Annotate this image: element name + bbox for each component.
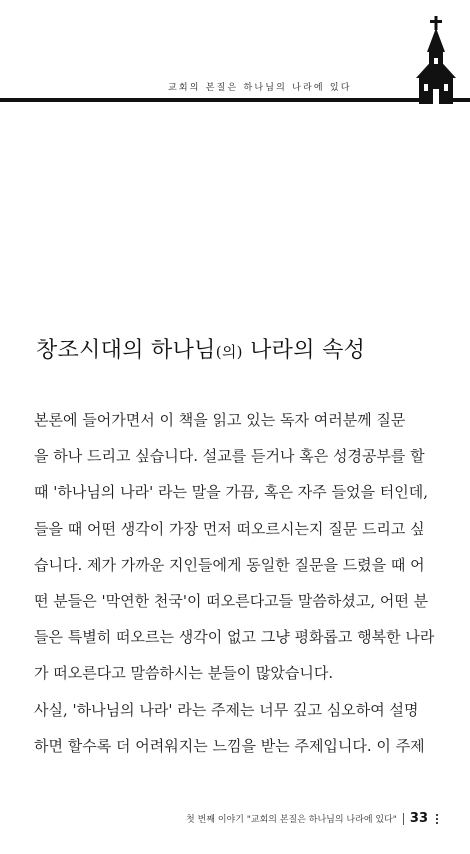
body-line: 본론에 들어가면서 이 책을 읽고 있는 독자 여러분께 질문 [34, 411, 406, 429]
body-line: 하면 할수록 더 어려워지는 느낌을 받는 주제입니다. 이 주제 [34, 736, 425, 755]
body-line: 사실, '하나님의 나라' 라는 주제는 너무 깊고 심오하여 설명 [34, 700, 419, 719]
body-line: 떤 분들은 '막연한 천국'이 떠오른다고들 말씀하셨고, 어떤 분 [34, 591, 429, 610]
body-line: 가 떠오른다고 말씀하시는 분들이 많았습니다. [34, 664, 334, 683]
page-number: 33 [409, 811, 428, 826]
footer-chapter-label: 첫 번째 이야기 "교회의 본질은 하나님의 나라에 있다" [186, 815, 397, 825]
chapter-title-rest: 나라의 속성 [242, 338, 366, 363]
chapter-title-main: 창조시대의 하나님 [36, 338, 216, 363]
body-line: 들은 특별히 떠오르는 생각이 없고 그냥 평화롭고 행복한 나라 [34, 628, 435, 647]
chapter-title-paren: (의) [215, 343, 243, 361]
body-line: 때 '하나님의 나라' 라는 말을 가끔, 혹은 자주 들었을 터인데, [34, 483, 428, 502]
running-header: 교회의 본질은 하나님의 나라에 있다 [168, 83, 352, 93]
body-line: 들을 때 어떤 생각이 가장 먼저 떠오르시는지 질문 드리고 싶 [34, 519, 425, 538]
chapter-title [36, 333, 365, 364]
footer-dots [436, 814, 438, 824]
body-line: 을 하나 드리고 싶습니다. 설교를 듣거나 혹은 성경공부를 할 [34, 447, 425, 466]
footer-separator [403, 813, 404, 825]
header-rule [0, 98, 470, 102]
page-footer [186, 811, 438, 826]
body-line: 습니다. 제가 가까운 지인들에게 동일한 질문을 드렸을 때 어 [34, 555, 425, 574]
church-icon [414, 16, 458, 106]
body-text [34, 402, 452, 764]
